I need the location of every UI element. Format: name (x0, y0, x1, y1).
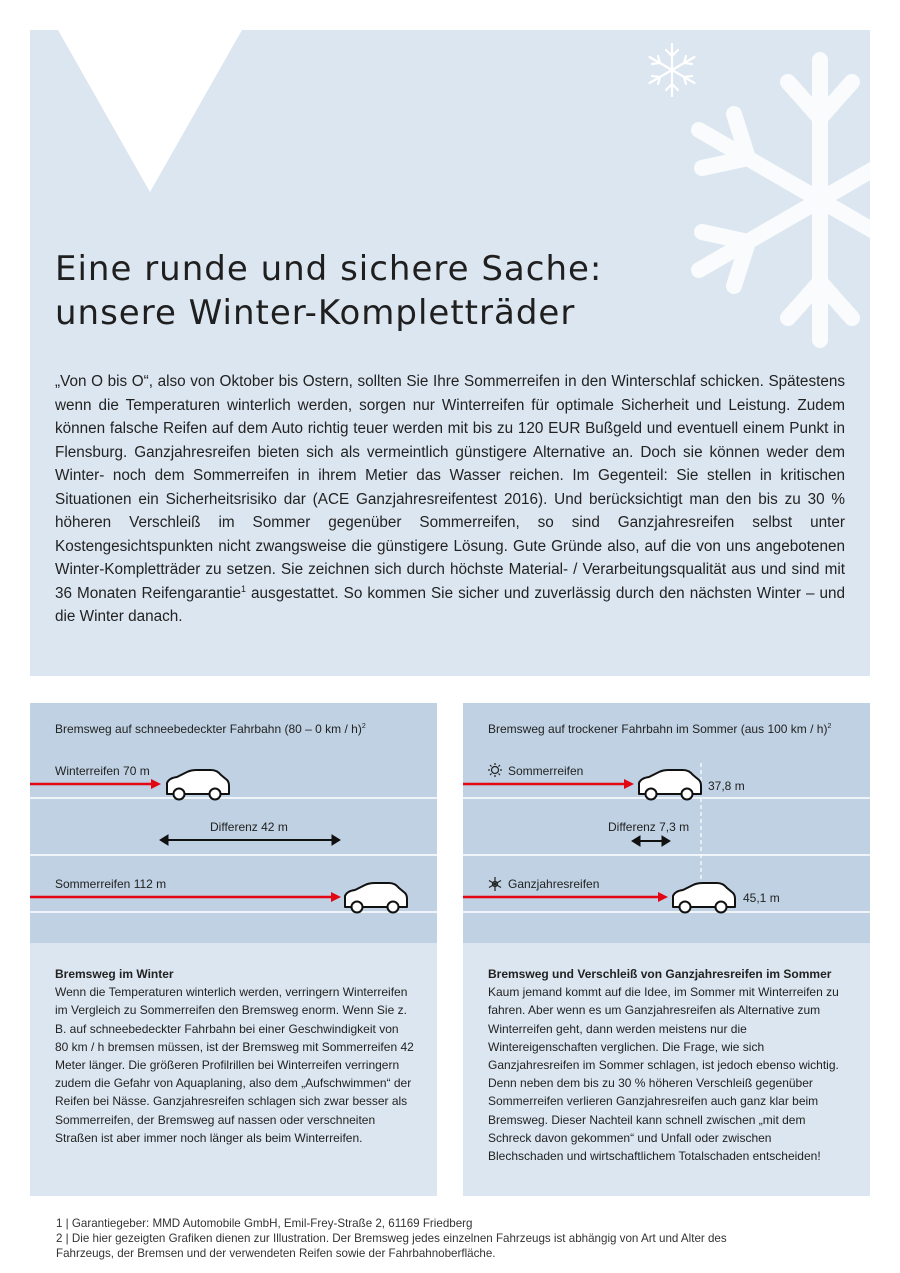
page-title (55, 247, 602, 335)
summer-braking-graphic (463, 703, 870, 943)
allseason-tire-value: 45,1 m (743, 891, 780, 905)
winter-panel-text (55, 965, 415, 1147)
allseason-tire-arrow (463, 892, 668, 902)
summer-graphic-title (488, 722, 831, 736)
intro-text-end: ausgestattet. So kommen Sie sicher und zuverlässig durch den nächsten Winter – und die Winter danach. (55, 584, 845, 625)
white-chevron-shape (58, 30, 242, 192)
sun-snowflake-icon (489, 877, 501, 891)
allseason-tire-label: Ganzjahresreifen (508, 877, 600, 891)
sun-icon (488, 763, 502, 777)
summer-tire-label: Sommerreifen 112 m (55, 877, 167, 891)
title-line-2: unsere Winter-Kompletträder (55, 293, 576, 333)
winter-difference-label: Differenz 42 m (210, 820, 288, 834)
summer-difference-label: Differenz 7,3 m (608, 820, 690, 834)
car-icon (167, 770, 229, 800)
footnote-1: 1 | Garantiegeber: MMD Automobile GmbH, Emil-Frey-Straße 2, 61169 Friedberg (56, 1217, 473, 1230)
summer-graphic-title-text: Bremsweg auf trockener Fahrbahn im Sommer (aus 100 km / h) (488, 722, 828, 736)
winter-panel-body: Wenn die Temperaturen winterlich werden, verringern Winterreifen im Vergleich zu Sommerreifen den Bremsweg enorm. Wenn Sie z. B. auf schneebedeckter Fahrbahn bei einer Geschwindigkeit von 80 km / h bremsen müssen, ist der Bremsweg mit Sommerreifen 42 Meter länger. Die größeren Profilrillen bei Winterreifen verringern zudem die Gefahr von Aquaplaning, also dem „Aufschwimmen“ der Reifen bei Nässe. Ganzjahresreifen schlagen sich zwar besser als Sommerreifen, der Bremsweg auf nassen oder verschneiten Straßen ist aber immer noch länger als beim Winterreifen. (55, 985, 414, 1145)
summer-panel-body: Kaum jemand kommt auf die Idee, im Sommer mit Winterreifen zu fahren. Aber wenn es um Ganzjahresreifen als Alternative zum Winterreifen geht, dann werden meistens nur die Wintereigenschaften verglichen. Die Frage, wie sich Ganzjahresreifen im Sommer schlagen, ist jedoch ebenso wichtig. Denn neben dem bis zu 30 % höheren Verschleiß gegenüber Sommerreifen verlieren Ganzjahresreifen auch ganz klar beim Bremsweg. Dieser Nachteil kann schnell zwischen „mit dem Schreck davon gekommen“ und Unfall oder zwischen Blechschaden und wirtschaftlichem Totalschaden entscheiden! (488, 985, 839, 1164)
snowflake-icon-large (699, 60, 870, 340)
snowflake-icon-small (650, 44, 695, 96)
summer-tire-arrow (463, 779, 634, 789)
car-icon (639, 770, 701, 800)
winter-braking-panel (30, 703, 437, 1196)
winter-braking-graphic (30, 703, 437, 943)
footnote-ref: 2 (361, 723, 366, 730)
summer-tire-value: 37,8 m (708, 779, 745, 793)
summer-tire-arrow (30, 892, 341, 902)
footnote-2: 2 | Die hier gezeigten Grafiken dienen zur Illustration. Der Bremsweg jedes einzelnen Fahrzeugs ist abhängig von Art und Alter des Fahrzeugs, der Bremsen und der verwendeten Reifen sowie der Fahrbahnoberfläche. (56, 1232, 727, 1260)
car-icon (345, 883, 407, 913)
intro-paragraph (55, 370, 845, 629)
winter-tire-arrow (30, 779, 161, 789)
winter-tire-label: Winterreifen 70 m (55, 764, 150, 778)
winter-panel-heading: Bremsweg im Winter (55, 967, 174, 981)
difference-arrow (632, 836, 670, 846)
winter-graphic-title (55, 722, 366, 736)
footnote-ref: 2 (827, 723, 832, 730)
summer-panel-text (488, 965, 848, 1165)
title-line-1: Eine runde und sichere Sache: (55, 249, 603, 289)
winter-graphic-title-text: Bremsweg auf schneebedeckter Fahrbahn (80 – 0 km / h) (55, 722, 362, 736)
intro-text: „Von O bis O“, also von Oktober bis Ostern, sollten Sie Ihre Sommerreifen in den Winterschlaf schicken. Spätestens wenn die Temperaturen winterlich werden, sorgen nur Winterreifen für optimale Sicherheit und Leistung. Zudem können falsche Reifen auf dem Auto richtig teuer werden mit bis zu 120 EUR Bußgeld und eventuell einem Punkt in Flensburg. Ganzjahresreifen bieten sich als vermeintlich günstigere Alternative an. Doch sie können weder dem Winter- noch dem Sommerreifen in ihrem Metier das Wasser reichen. Im Gegenteil: Sie stellen in kritischen Situationen ein Sicherheitsrisiko dar (ACE Ganzjahresreifentest 2016). Und berücksichtigt man den bis zu 30 % höheren Verschleiß im Sommer gegenüber Sommerreifen, so sind Ganzjahresreifen selbst unter Kostengesichtspunkten nicht zwangsweise die günstigere Lösung. Gute Gründe also, auf die von uns angebotenen Winter-Kompletträder zu setzen. Sie zeichnen sich durch höchste Material- / Verarbeitungsqualität aus und sind mit 36 Monaten Reifengarantie (55, 373, 845, 602)
hero-section (30, 30, 870, 676)
summer-tire-label: Sommerreifen (508, 764, 584, 778)
summer-panel-heading: Bremsweg und Verschleiß von Ganzjahresreifen im Sommer (488, 967, 832, 981)
footnotes (56, 1216, 776, 1261)
difference-arrow (160, 835, 340, 845)
car-icon (673, 883, 735, 913)
summer-braking-panel (463, 703, 870, 1196)
intro-footnote-ref: 1 (241, 583, 247, 594)
